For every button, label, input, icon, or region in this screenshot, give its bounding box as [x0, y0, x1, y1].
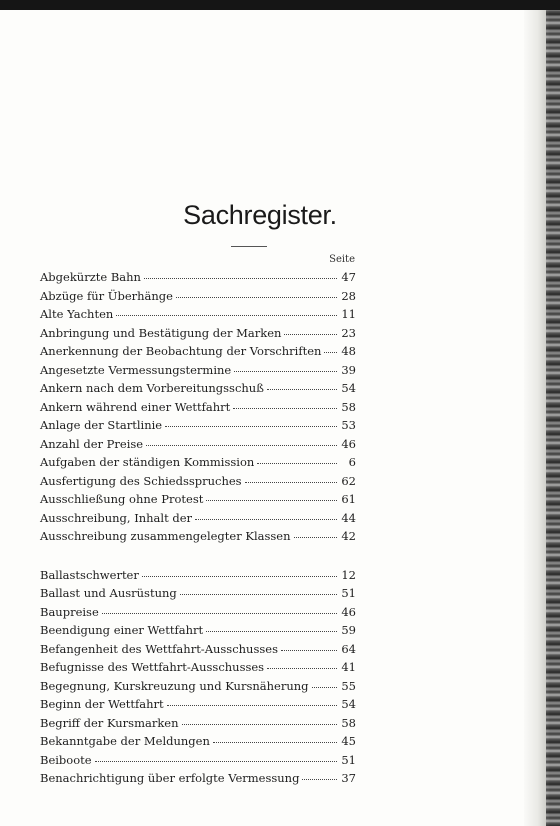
- index-entry: [40, 640, 356, 659]
- page-column-header: Seite: [329, 254, 355, 265]
- dot-leader: [281, 650, 337, 651]
- index-entry: [40, 398, 356, 417]
- entry-label: Befugnisse des Wettfahrt-Ausschusses: [40, 660, 265, 674]
- entry-page-number: 37: [341, 771, 356, 785]
- dot-leader: [324, 352, 337, 353]
- entry-page-number: 46: [341, 604, 356, 619]
- dot-leader: [233, 408, 337, 409]
- index-entry: [40, 490, 356, 509]
- dot-leader: [195, 519, 337, 520]
- dot-leader: [182, 724, 337, 725]
- entry-page-number: 51: [341, 586, 356, 600]
- dot-leader: [294, 537, 337, 538]
- dot-leader: [176, 297, 337, 298]
- entry-label: Anbringung und Bestätigung der Marken: [40, 325, 282, 340]
- entry-label: Ankern während einer Wettfahrt: [40, 399, 231, 414]
- dot-leader: [144, 278, 337, 279]
- entry-label: Aufgaben der ständigen Kommission: [40, 455, 255, 469]
- entry-label: Ankern nach dem Vorbereitungsschuß: [40, 381, 264, 395]
- index-entry: [40, 527, 356, 546]
- entry-label: Beiboote: [40, 752, 92, 767]
- entry-label: Alte Yachten: [40, 307, 114, 321]
- dot-leader: [302, 779, 337, 780]
- dot-leader: [312, 687, 337, 688]
- entry-label: Begriff der Kursmarken: [40, 715, 179, 730]
- index-entry: [40, 287, 356, 306]
- page-top-edge: [0, 0, 560, 10]
- dot-leader: [206, 500, 337, 501]
- index-entry: [40, 305, 356, 324]
- dot-leader: [213, 742, 337, 743]
- dot-leader: [257, 463, 337, 464]
- index-entry: [40, 509, 356, 528]
- index-entry: [40, 677, 356, 696]
- entry-label: Angesetzte Vermessungstermine: [40, 362, 232, 377]
- entry-page-number: 61: [341, 492, 356, 506]
- entry-page-number: 11: [341, 307, 356, 321]
- index-entry: [40, 342, 356, 361]
- entry-label: Beginn der Wettfahrt: [40, 697, 164, 711]
- index-entry: [40, 695, 356, 714]
- dot-leader: [267, 389, 337, 390]
- entry-label: Bekanntgabe der Meldungen: [40, 734, 210, 748]
- entry-label: Ausfertigung des Schiedsspruches: [40, 473, 242, 488]
- dot-leader: [284, 334, 337, 335]
- entry-page-number: 28: [341, 288, 356, 303]
- entry-page-number: 55: [341, 678, 356, 693]
- entry-page-number: 58: [341, 399, 356, 414]
- entry-page-number: 46: [341, 436, 356, 451]
- entry-page-number: 45: [341, 734, 356, 748]
- index-entry: [40, 361, 356, 380]
- dot-leader: [102, 613, 337, 614]
- entry-label: Abgekürzte Bahn: [40, 270, 141, 284]
- group-separator: [40, 546, 356, 566]
- entry-page-number: 39: [341, 362, 356, 377]
- entry-page-number: 51: [341, 752, 356, 767]
- entry-label: Anerkennung der Beobachtung der Vorschriften: [40, 344, 322, 358]
- index-entry: [40, 621, 356, 640]
- index-entry: [40, 416, 356, 435]
- entry-page-number: 62: [341, 473, 356, 488]
- entry-page-number: 23: [341, 325, 356, 340]
- entry-label: Abzüge für Überhänge: [40, 288, 173, 303]
- index-entry: [40, 603, 356, 622]
- dot-leader: [95, 761, 337, 762]
- index-entry: [40, 658, 356, 677]
- entry-page-number: 42: [341, 529, 356, 543]
- index-entry: [40, 379, 356, 398]
- entry-label: Begegnung, Kurskreuzung und Kursnäherung: [40, 678, 309, 693]
- entry-page-number: 64: [341, 641, 356, 656]
- dot-leader: [245, 482, 337, 483]
- dot-leader: [234, 371, 337, 372]
- entry-label: Ballastschwerter: [40, 567, 139, 582]
- dot-leader: [142, 576, 337, 577]
- index-entry: [40, 324, 356, 343]
- entry-page-number: 54: [341, 697, 356, 711]
- entry-label: Ausschreibung, Inhalt der: [40, 510, 193, 525]
- index-entry: [40, 453, 356, 472]
- entry-page-number: 44: [341, 510, 356, 525]
- entry-page-number: 41: [341, 660, 356, 674]
- dot-leader: [267, 668, 337, 669]
- index-entry: [40, 584, 356, 603]
- entry-label: Baupreise: [40, 604, 99, 619]
- entry-label: Beendigung einer Wettfahrt: [40, 623, 204, 637]
- dot-leader: [165, 426, 337, 427]
- dot-leader: [167, 705, 337, 706]
- dot-leader: [146, 445, 337, 446]
- entry-page-number: 54: [341, 381, 356, 395]
- entry-page-number: 59: [341, 623, 356, 637]
- index-entry: [40, 732, 356, 751]
- entry-label: Befangenheit des Wettfahrt-Ausschusses: [40, 641, 278, 656]
- entry-page-number: 53: [341, 418, 356, 432]
- entry-label: Benachrichtigung über erfolgte Vermessung: [40, 771, 300, 785]
- entry-page-number: 47: [341, 270, 356, 284]
- entry-label: Anlage der Startlinie: [40, 418, 163, 432]
- entry-label: Ausschreibung zusammengelegter Klassen: [40, 529, 291, 543]
- dot-leader: [206, 631, 337, 632]
- title-divider: [231, 246, 267, 247]
- entry-page-number: 48: [341, 344, 356, 358]
- dot-leader: [180, 594, 337, 595]
- entry-page-number: 12: [341, 567, 356, 582]
- index-entries: [40, 268, 356, 788]
- index-entry: [40, 714, 356, 733]
- index-entry: [40, 435, 356, 454]
- index-entry: [40, 751, 356, 770]
- entry-label: Ballast und Ausrüstung: [40, 586, 177, 600]
- entry-label: Ausschließung ohne Protest: [40, 492, 204, 506]
- index-entry: [40, 268, 356, 287]
- page-title: Sachregister.: [183, 200, 337, 230]
- index-entry: [40, 566, 356, 585]
- entry-page-number: 6: [348, 455, 356, 469]
- entry-page-number: 58: [341, 715, 356, 730]
- entry-label: Anzahl der Preise: [40, 436, 144, 451]
- index-entry: [40, 769, 356, 788]
- dot-leader: [116, 315, 337, 316]
- book-binding-edge: [546, 10, 560, 826]
- index-entry: [40, 472, 356, 491]
